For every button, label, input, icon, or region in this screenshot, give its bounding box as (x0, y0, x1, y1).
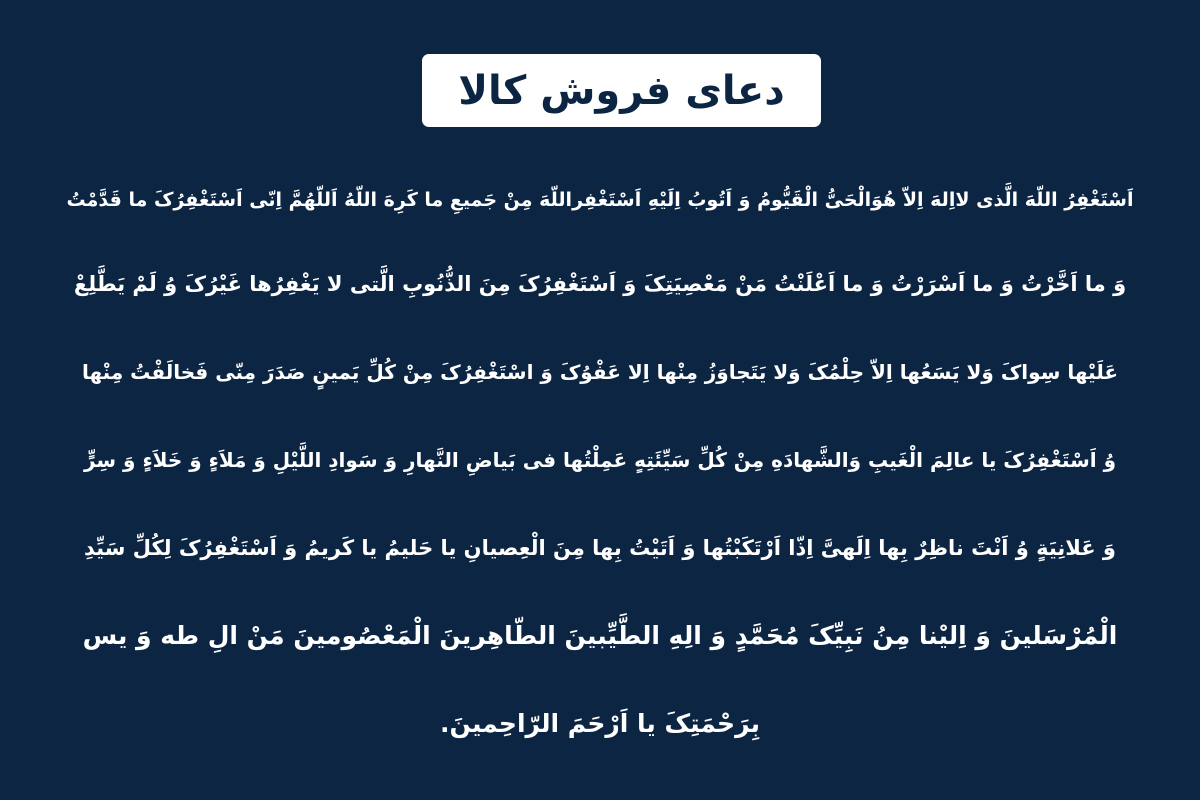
prayer-line: وَ عَلانِیَةٍ وُ اَنْتَ ناظِرٌ بِها اِلَهیَّ اِذّا اَرْتَکَبْتُها وَ اَتَیْتُ بِها مِنَ الْعِصیانِ یا حَلیمُ یا کَریمُ وَ اَسْتَغْفِرُکَ لِکُلِّ سَیِّدِ (84, 536, 1116, 560)
prayer-text (60, 160, 1140, 768)
prayer-line: عَلَیْها سِواکَ وَلا یَسَعُها اِلاّ حِلْمُکَ وَلا یَتَجاوَزُ مِنْها اِلا عَفْوُکَ وَ اسْتَغْفِرُکَ مِنْ کُلِّ یَمینٍ صَدَرَ مِنّی فَخالَفْتُ مِنْها (81, 360, 1119, 384)
prayer-line: وَ ما اَخَّرْتُ وَ ما اَسْرَرْتُ وَ ما اَعْلَنْتُ مَنْ مَعْصِیَتِکَ وَ اَسْتَغْفِرُکَ مِنَ الذُّنُوبِ الَّتی لا یَغْفِرُها غَیْرُکَ وُ لَمْ یَطَّلِعْ (73, 272, 1127, 296)
prayer-line: وُ اَسْتَغْفِرُکَ یا عالِمَ الْغَیبِ وَالشَّهادَهِ مِنْ کُلِّ سَیِّئَتِهٍ عَمِلْتُها فی بَیاضِ النَّهارِ وَ سَوادِ اللَّیْلِ وَ مَلاَءٍ وَ خَلاَءٍ وَ سِرٍّ (83, 448, 1116, 472)
page-title: دعای فروش کالا (458, 67, 785, 114)
prayer-line: الْمُرْسَلینَ وَ اِلیْنا مِنُ نَبِیِّکَ مُحَمَّدٍ وَ الِهِ الطَّیِّبینَ الطّاهِرینَ الْمَعْصُومینَ مَنْ الِ طه وَ یس (82, 621, 1118, 650)
title-box (422, 54, 821, 127)
prayer-line: اَسْتَغْفِرُ اللّهَ الَّذی لااِلهَ اِلاّ هُوَالْحَیُّ الْقَیُّومُ وَ اَتُوبُ اِلَیْهِ اَسْتَغْفِراللّهَ مِنْ جَمیعِ ما کَرِهَ اللّهُ اَللّهُمَّ اِنّی اَسْتَغْفِرُکَ ما قَدَّمْتُ (66, 189, 1134, 211)
prayer-line: بِرَحْمَتِکَ یا اَرْحَمَ الرّاحِمینَ. (439, 709, 761, 738)
